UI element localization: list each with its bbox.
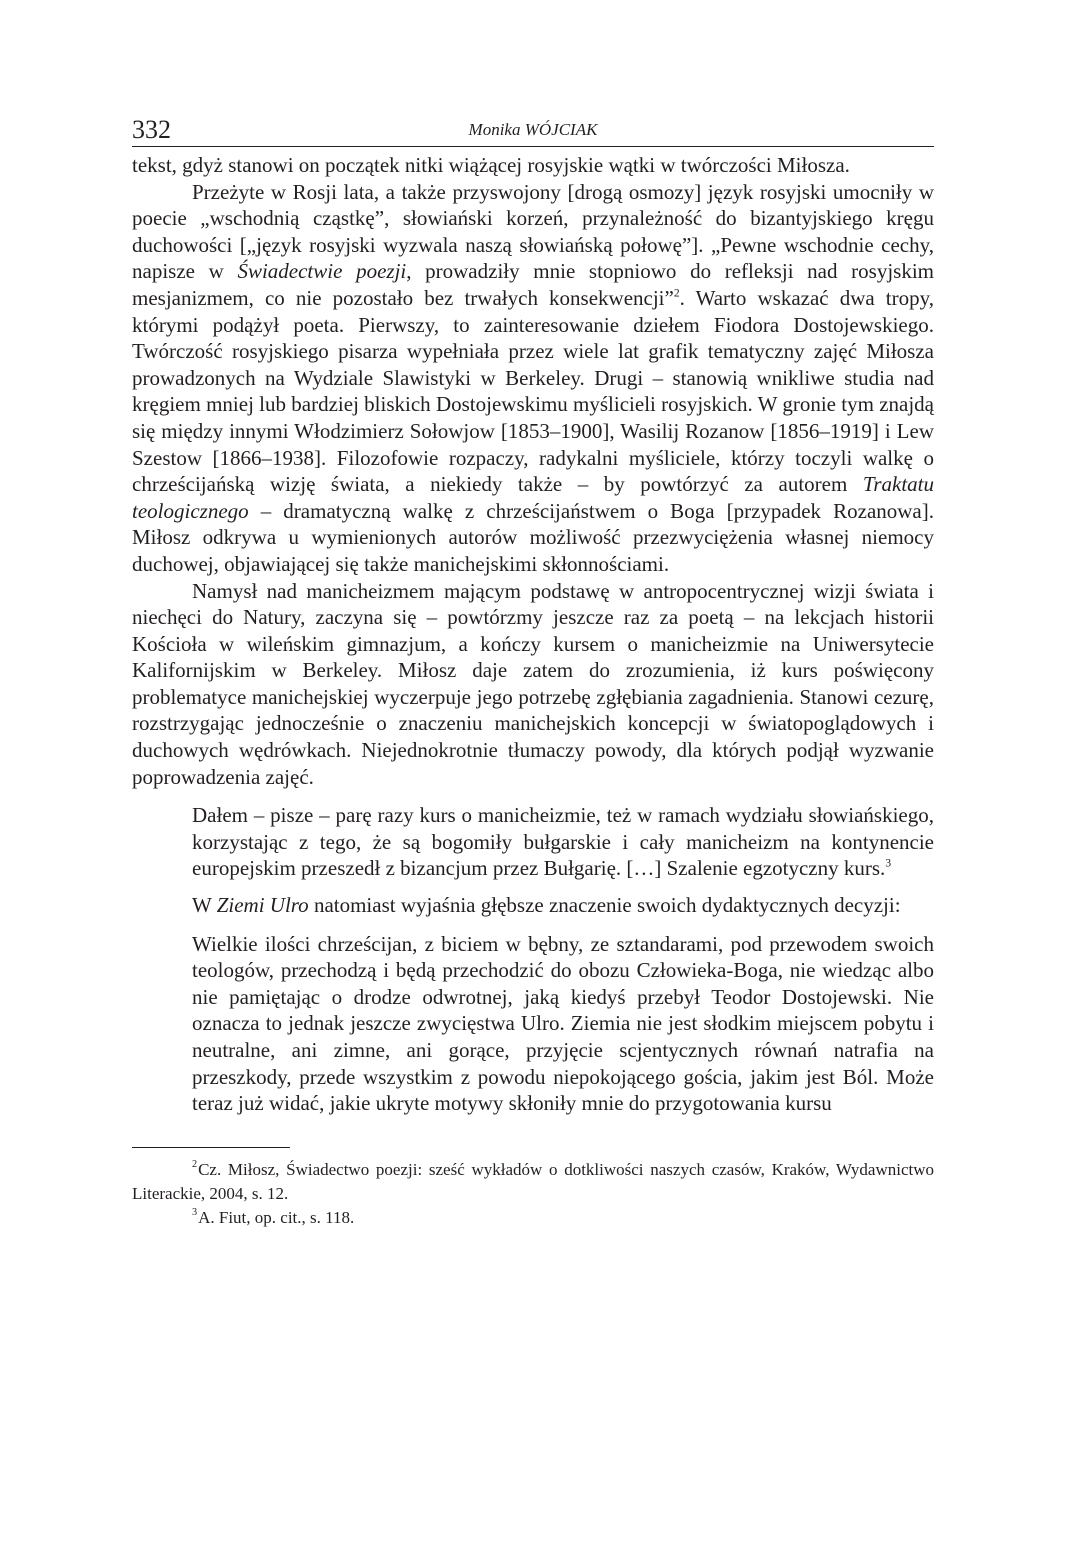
running-head-author: Monika WÓJCIAK	[468, 120, 598, 139]
footnote-ref-3: 3	[885, 857, 892, 870]
block-quote-2: Wielkie ilości chrześcijan, z biciem w bębny, ze sztandarami, pod przewodem swoich teologów, przechodzą i będą przechodzić do obozu Człowieka-Boga, nie wiedząc albo nie pamiętając o drodze odwrotnej, jaką kiedyś przebył Teodor Dostojewski. Nie oznacza to jednak jeszcze zwycięstwa Ulro. Ziemia nie jest słodkim miejscem pobytu i neutralne, ani zimne, ani gorące, przyjęcie scjentycznych równań natrafia na przeszkody, przede wszystkim z powodu niepokojącego gościa, jakim jest Ból. Może teraz już widać, jakie ukryte motywy skłoniły mnie do przygotowania kursu	[192, 931, 934, 1116]
paragraph-manicheism: Namysł nad manicheizmem mającym podstawę w antropocentrycznej wizji świata i niechęci do Natury, zaczyna się – powtórzmy jeszcze raz za poetą – na lekcjach historii Kościoła w wileńskim gimnazjum, a kończy kursem o manicheizmie na Uniwersytecie Kalifornijskim w Berkeley. Miłosz daje zatem do zrozumienia, iż kurs poświęcony problematyce manichejskiej wyczerpuje jego potrzebę zgłębiania zagadnienia. Stanowi cezurę, rozstrzygając jednocześnie o znaczeniu manichejskich koncepcji w światopoglądowych i duchowych wędrówkach. Niejednokrotnie tłumaczy powody, dla których podjął wyzwanie poprowadzenia zajęć.	[132, 578, 934, 789]
footnote-3: $^3$A. Fiut, op. cit., s. 118.	[192, 1207, 355, 1227]
title-ziemia-ulro: Ziemi Ulro	[216, 893, 309, 918]
document-page	[132, 116, 934, 1230]
footnote-2: $^2$Cz. Miłosz, Świadectwo poezji: sześć wykładów o dotkliwości naszych czasów, Kraków, Wydawnictwo Literackie, 2004, s. 12.	[132, 1159, 934, 1203]
paragraph-continuation: tekst, gdyż stanowi on początek nitki wiążącej rosyjskie wątki w twórczości Miłosza.	[132, 153, 850, 177]
footnote-ref-2: 2	[673, 287, 680, 300]
paragraph-russia: Przeżyte w Rosji lata, a także przyswojony [drogą osmozy] język rosyjski umocniły w poecie „wschodnią cząstkę”, słowiański korzeń, przynależność do bizantyjskiego kręgu duchowości [„język rosyjski wyzwala naszą słowiańską połowę”]. „Pewne wschodnie cechy, napisze w Świadectwie poezji, prowadziły mnie stopniowo do refleksji nad rosyjskim mesjanizmem, co nie pozostało bez trwałych konsekwencji”$^2$. Warto wskazać dwa tropy, którymi podążył poeta. Pierwszy, to zainteresowanie dziełem Fiodora Dostojewskiego. Twórczość rosyjskiego pisarza wypełniała przez wiele lat grafik tematyczny zajęć Miłosza prowadzonych na Wydziale Slawistyki w Berkeley. Drugi – stanowią wnikliwe studia nad kręgiem mniej lub bardziej bliskich Dostojewskimu myślicieli rosyjskich. W gronie tym znajdą się między innymi Włodzimierz Sołowjow [1853–1900], Wasilij Rozanow [1856–1919] i Lew Szestow [1866–1938]. Filozofowie rozpaczy, radykalni myśliciele, którzy toczyli walkę o chrześcijańską wizję świata, a niekiedy także – by powtórzyć za autorem Traktatu teologicznego – dramatyczną walkę z chrześcijaństwem o Boga [przypadek Rozanowa]. Miłosz odkrywa u wymienionych autorów możliwość przezwyciężenia własnej niemocy duchowej, objawiającej się także manichejskimi skłonnościami.	[132, 179, 934, 576]
paragraph-ziemia-ulro: W Ziemi Ulro natomiast wyjaśnia głębsze znaczenie swoich dydaktycznych decyzji:	[192, 893, 901, 918]
footnotes	[132, 1158, 934, 1230]
block-quote-1: Dałem – pisze – parę razy kurs o manicheizmie, też w ramach wydziału słowiańskiego, korzystając z tego, że są bogomiły bułgarskie i cały manicheizm na kontynencie europejskim przeszedł z bizancjum przez Bułgarię. […] Szalenie egzotyczny kurs.$^3$	[192, 803, 934, 881]
title-traktat-teologiczny: Traktatu teologicznego	[132, 472, 934, 523]
title-swiadectwo-poezji: Świadectwie poezji	[237, 259, 407, 284]
page-number: 332	[132, 115, 171, 144]
footnote-separator	[132, 1147, 290, 1148]
body-text	[132, 152, 934, 1117]
page-header	[132, 116, 934, 147]
